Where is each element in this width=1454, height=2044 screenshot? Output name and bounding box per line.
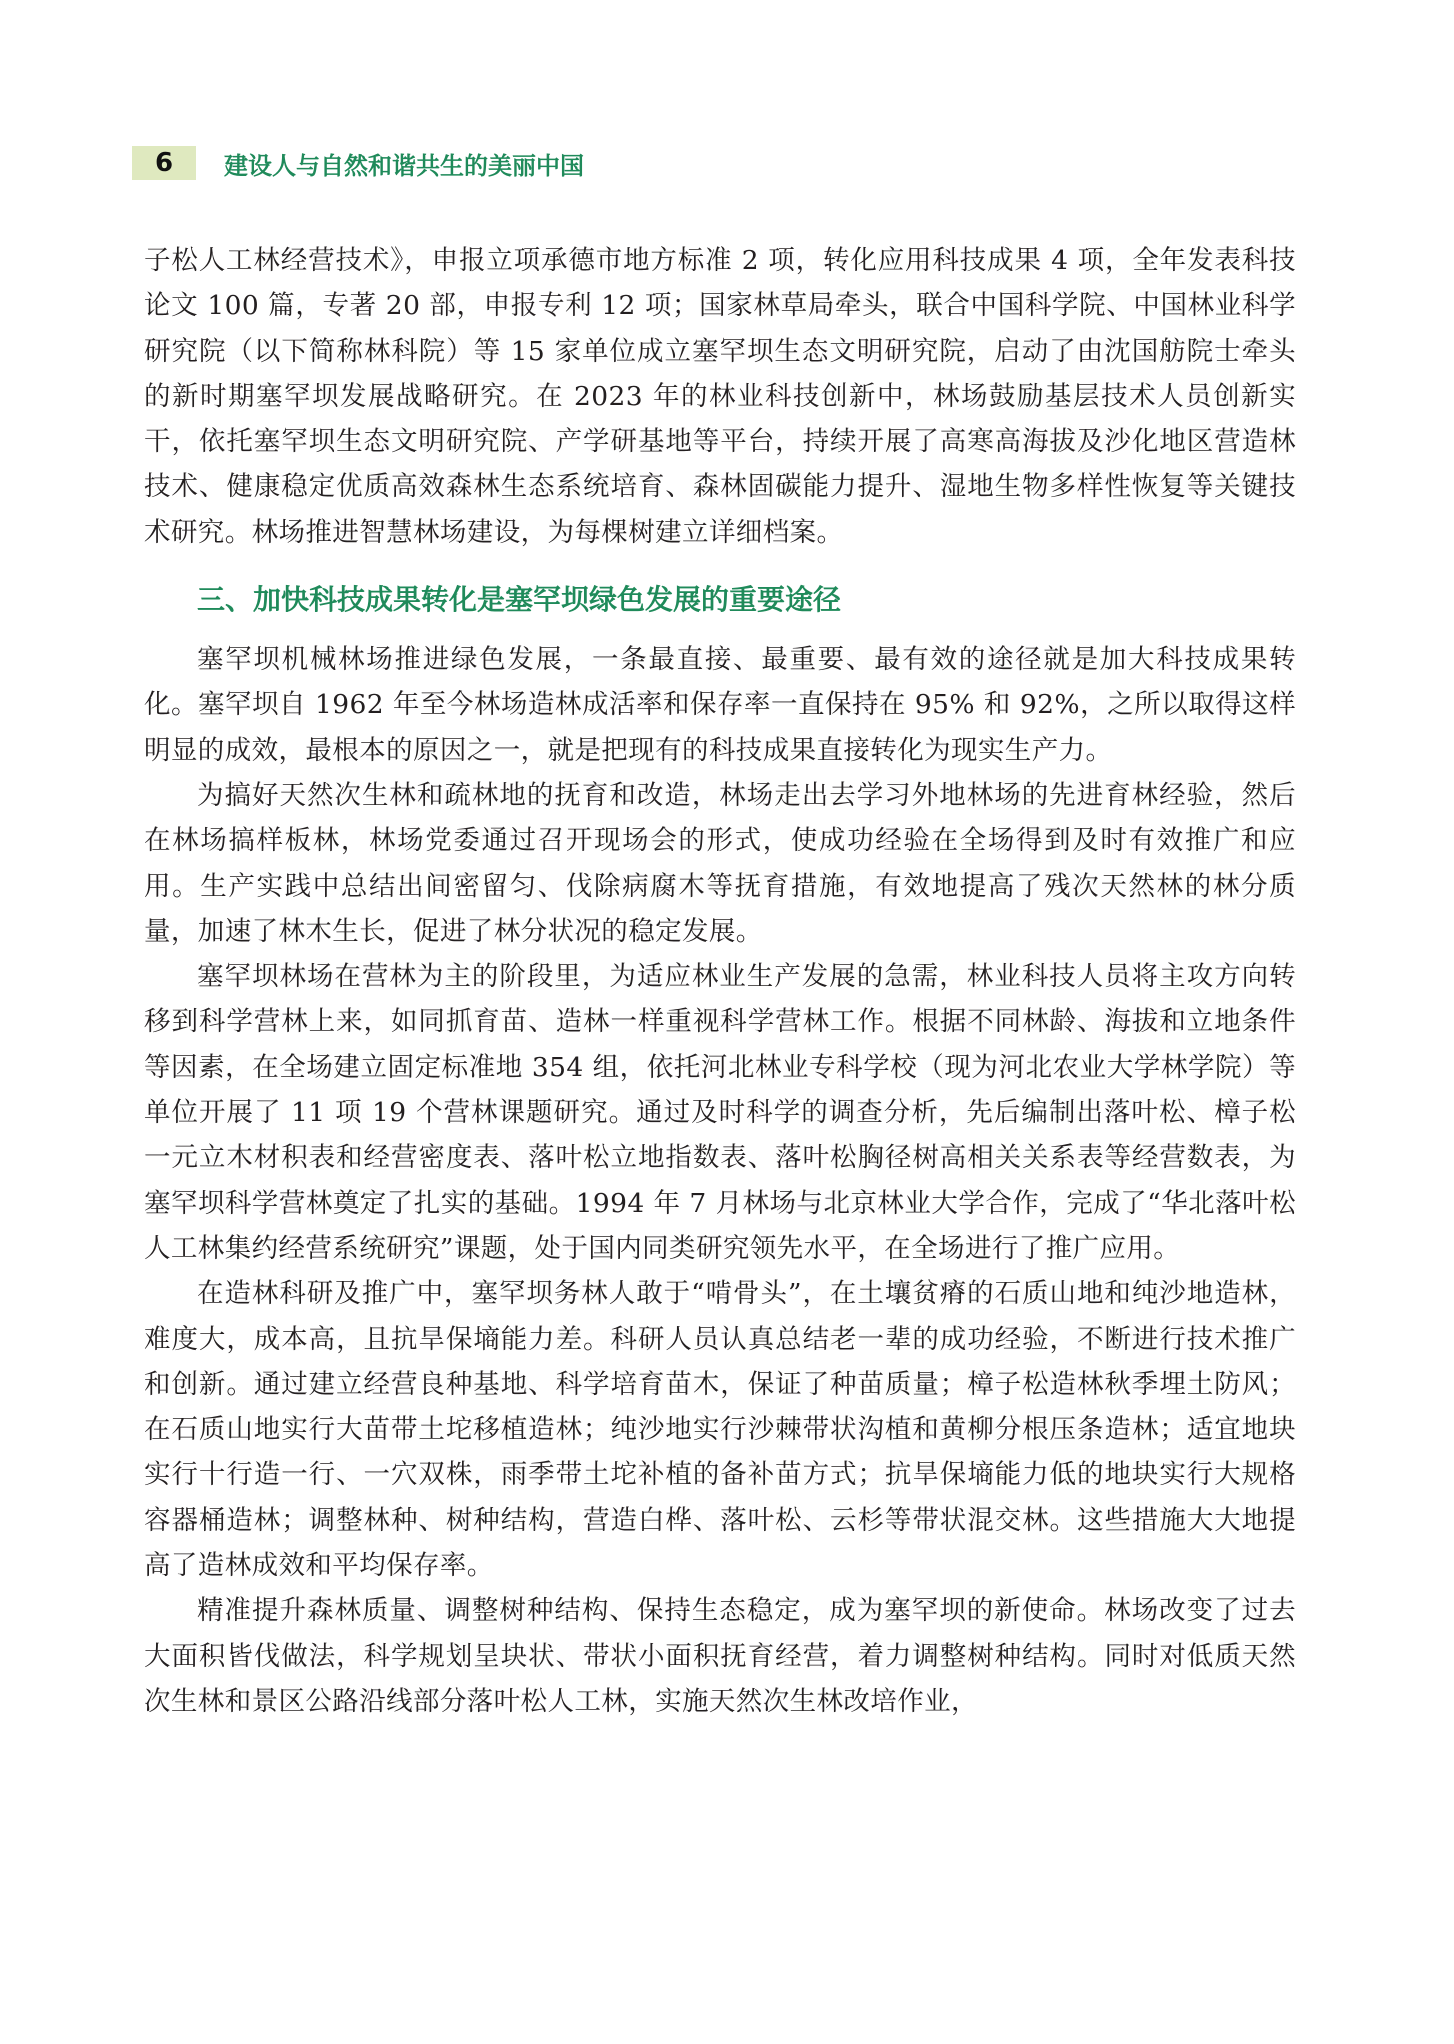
section-heading: 三、加快科技成果转化是塞罕坝绿色发展的重要途径 bbox=[197, 583, 842, 617]
running-title: 建设人与自然和谐共生的美丽中国 bbox=[224, 151, 584, 180]
page-number: 6 bbox=[132, 146, 196, 180]
paragraph-1: 塞罕坝机械林场推进绿色发展，一条最直接、最重要、最有效的途径就是加大科技成果转化。塞罕坝自 1962 年至今林场造林成活率和保存率一直保持在 95% 和 92%，之所以取得这样明显的成效，最根本的原因之一，就是把现有的科技成果直接转化为现实生产力。 bbox=[144, 644, 1296, 766]
paragraph-4: 在造林科研及推广中，塞罕坝务林人敢于“啃骨头”，在土壤贫瘠的石质山地和纯沙地造林，难度大，成本高，且抗旱保墒能力差。科研人员认真总结老一辈的成功经验，不断进行技术推广和创新。通过建立经营良种基地、科学培育苗木，保证了种苗质量；樟子松造林秋季埋土防风；在石质山地实行大苗带土坨移植造林；纯沙地实行沙棘带状沟植和黄柳分根压条造林；适宜地块实行十行造一行、一穴双株，雨季带土坨补植的备补苗方式；抗旱保墒能力低的地块实行大规格容器桶造林；调整林种、树种结构，营造白桦、落叶松、云杉等带状混交林。这些措施大大地提高了造林成效和平均保存率。 bbox=[144, 1278, 1296, 1582]
page-body bbox=[144, 238, 1296, 1724]
paragraph-continued: 子松人工林经营技术》，申报立项承德市地方标准 2 项，转化应用科技成果 4 项，全年发表科技论文 100 篇，专著 20 部，申报专利 12 项；国家林草局牵头，联合中国科学院、中国林业科学研究院（以下简称林科院）等 15 家单位成立塞罕坝生态文明研究院，启动了由沈国舫院士牵头的新时期塞罕坝发展战略研究。在 2023 年的林业科技创新中，林场鼓励基层技术人员创新实干，依托塞罕坝生态文明研究院、产学研基地等平台，持续开展了高寒高海拔及沙化地区营造林技术、健康稳定优质高效森林生态系统培育、森林固碳能力提升、湿地生物多样性恢复等关键技术研究。林场推进智慧林场建设，为每棵树建立详细档案。 bbox=[144, 245, 1296, 548]
paragraph-2: 为搞好天然次生林和疏林地的抚育和改造，林场走出去学习外地林场的先进育林经验，然后在林场搞样板林，林场党委通过召开现场会的形式，使成功经验在全场得到及时有效推广和应用。生产实践中总结出间密留匀、伐除病腐木等抚育措施，有效地提高了残次天然林的林分质量，加速了林木生长，促进了林分状况的稳定发展。 bbox=[144, 779, 1296, 947]
page-header bbox=[132, 140, 584, 186]
paragraph-3: 塞罕坝林场在营林为主的阶段里，为适应林业生产发展的急需，林业科技人员将主攻方向转移到科学营林上来，如同抓育苗、造林一样重视科学营林工作。根据不同林龄、海拔和立地条件等因素，在全场建立固定标准地 354 组，依托河北林业专科学校（现为河北农业大学林学院）等单位开展了 11 项 19 个营林课题研究。通过及时科学的调查分析，先后编制出落叶松、樟子松一元立木材积表和经营密度表、落叶松立地指数表、落叶松胸径树高相关关系表等经营数表，为塞罕坝科学营林奠定了扎实的基础。1994 年 7 月林场与北京林业大学合作，完成了“华北落叶松人工林集约经营系统研究”课题，处于国内同类研究领先水平，在全场进行了推广应用。 bbox=[144, 961, 1296, 1264]
paragraph-5: 精准提升森林质量、调整树种结构、保持生态稳定，成为塞罕坝的新使命。林场改变了过去大面积皆伐做法，科学规划呈块状、带状小面积抚育经营，着力调整树种结构。同时对低质天然次生林和景区公路沿线部分落叶松人工林，实施天然次生林改培作业， bbox=[144, 1595, 1296, 1717]
